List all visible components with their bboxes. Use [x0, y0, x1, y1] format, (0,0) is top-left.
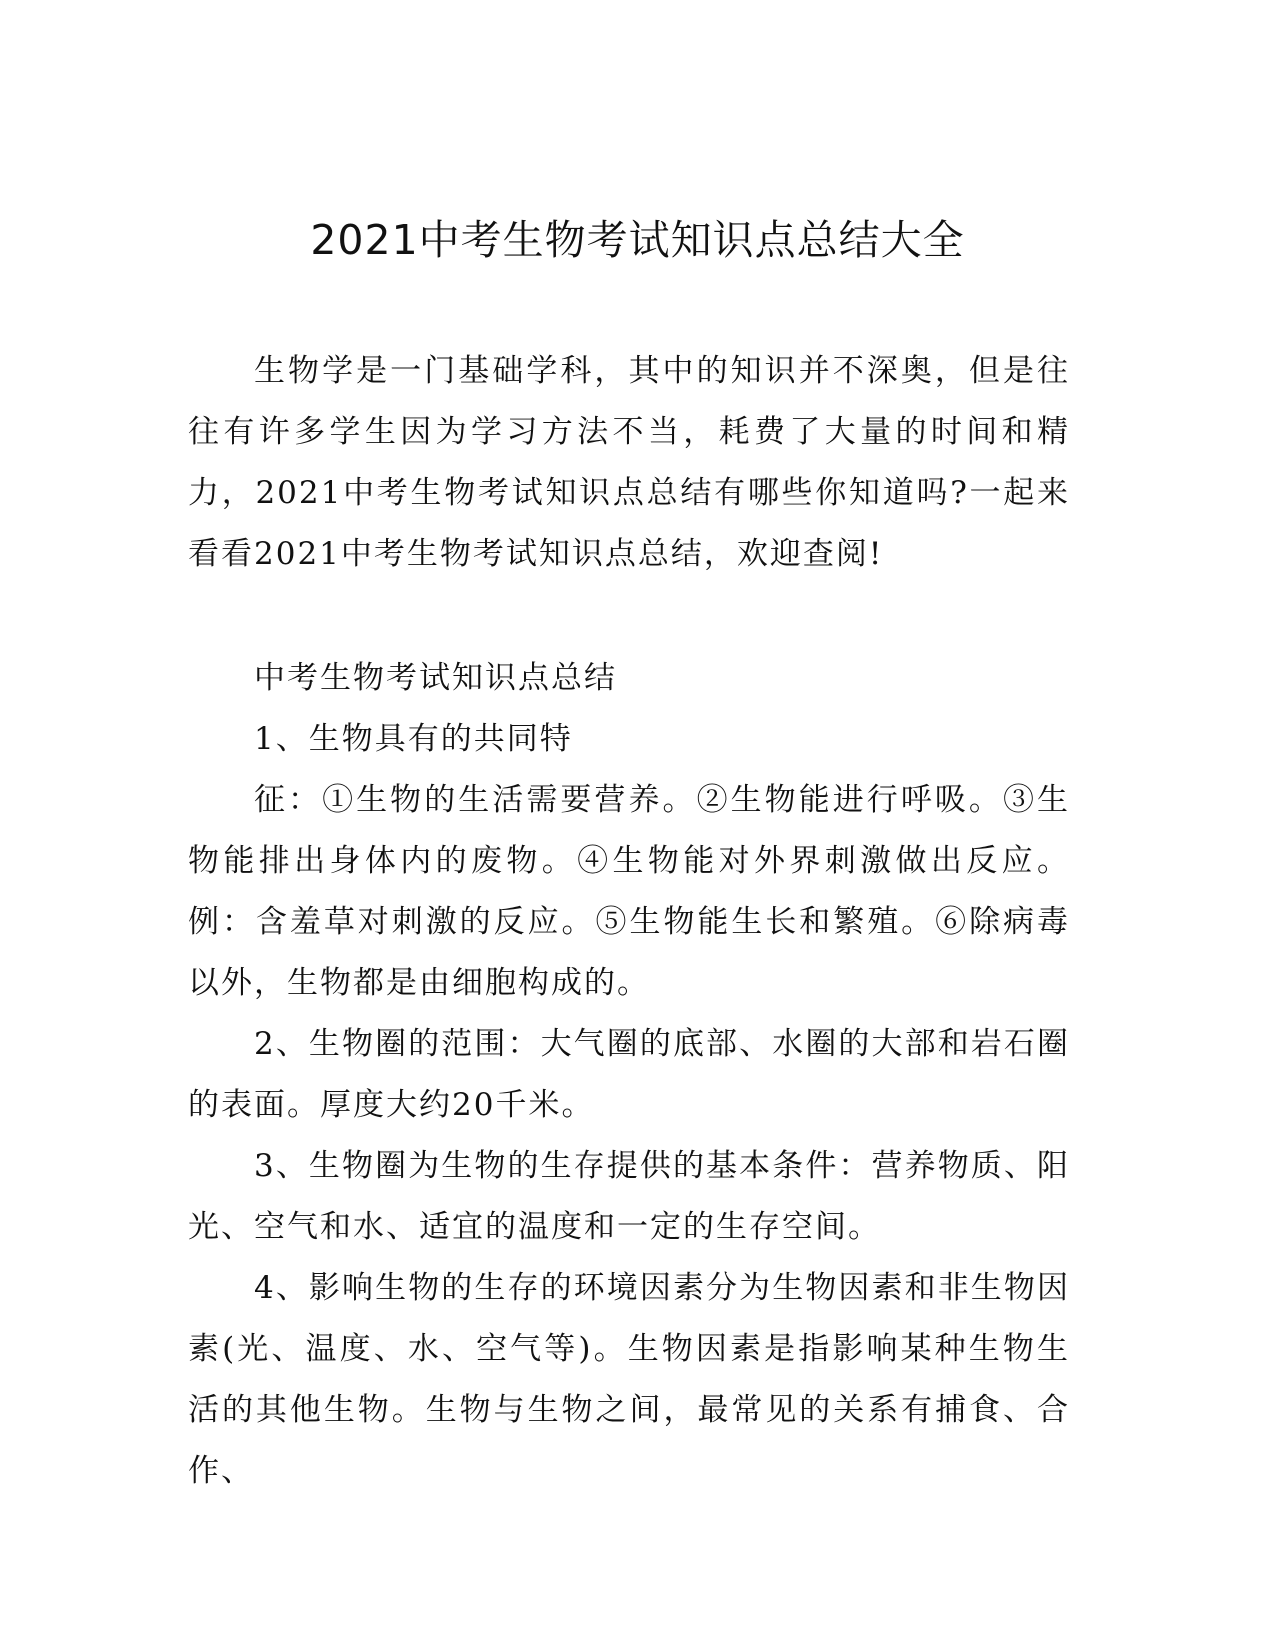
intro-paragraph: 生物学是一门基础学科，其中的知识并不深奥，但是往往有许多学生因为学习方法不当，耗费了大量的时间和精力，2021中考生物考试知识点总结有哪些你知道吗?一起来看看2021中考生物考试知识点总结，欢迎查阅!: [188, 353, 1070, 572]
item-1-body: 征：①生物的生活需要营养。②生物能进行呼吸。③生物能排出身体内的废物。④生物能对外界刺激做出反应。例：含羞草对刺激的反应。⑤生物能生长和繁殖。⑥除病毒以外，生物都是由细胞构成的。: [188, 782, 1070, 1001]
section-heading: 中考生物考试知识点总结: [254, 660, 617, 696]
item-4-paragraph: 4、影响生物的生存的环境因素分为生物因素和非生物因素(光、温度、水、空气等)。生物因素是指影响某种生物生活的其他生物。生物与生物之间，最常见的关系有捕食、合作、: [188, 1270, 1070, 1489]
item-3-paragraph: 3、生物圈为生物的生存提供的基本条件：营养物质、阳光、空气和水、适宜的温度和一定的生存空间。: [188, 1148, 1070, 1245]
item-2-paragraph: 2、生物圈的范围：大气圈的底部、水圈的大部和岩石圈的表面。厚度大约20千米。: [188, 1026, 1070, 1123]
item-1-title: 1、生物具有的共同特: [254, 721, 573, 757]
document-title: 2021中考生物考试知识点总结大全: [310, 216, 965, 264]
